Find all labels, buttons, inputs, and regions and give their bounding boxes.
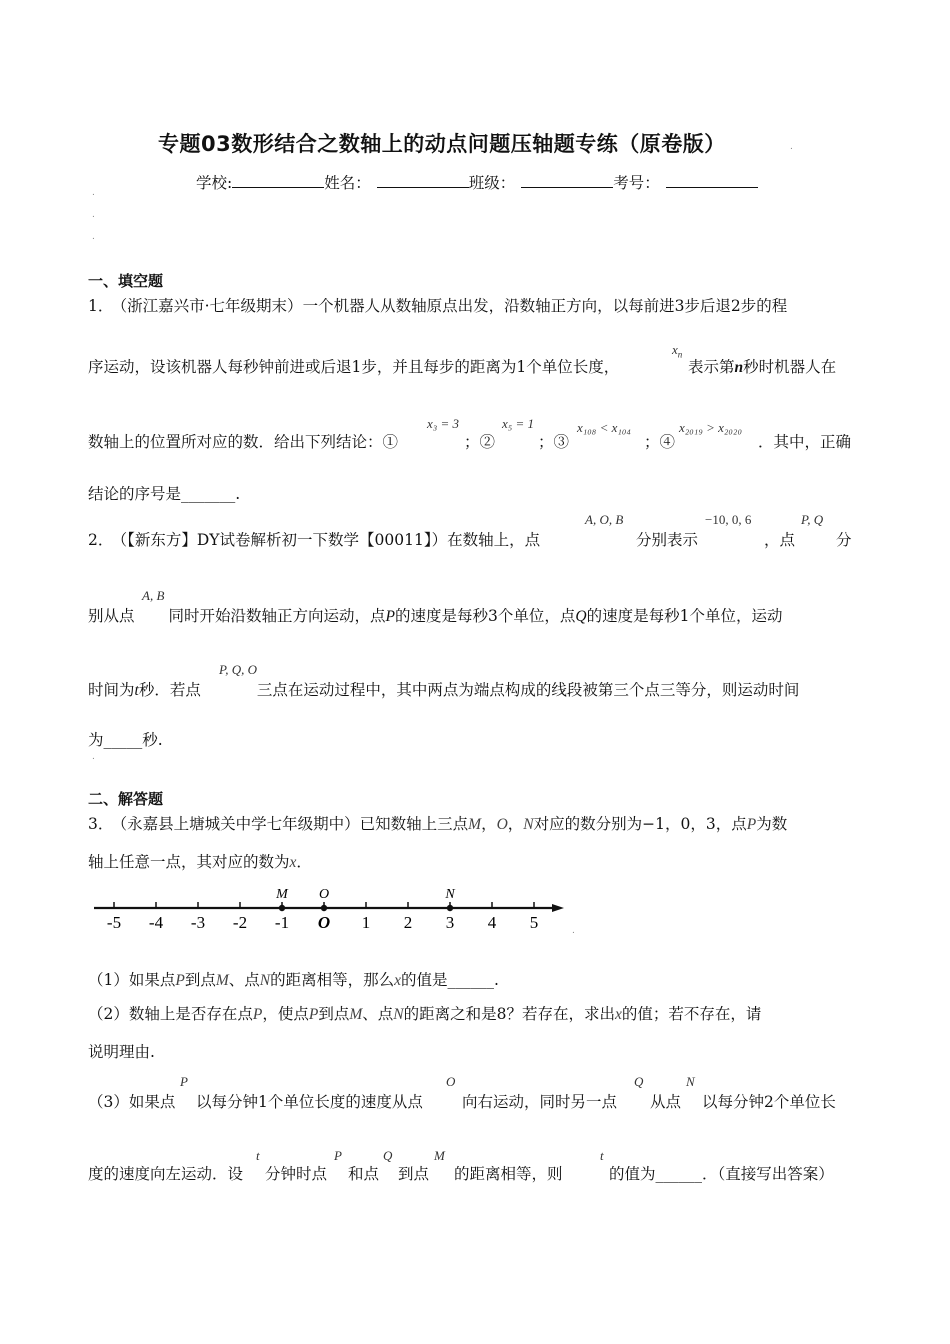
question-1-line-2b: 表示第n秒时机器人在 [688,358,837,376]
point-n [447,905,453,911]
math-values: −10, 0, 6 [705,512,752,527]
point-m [279,905,285,911]
question-2-line-1: 2． （【新东方】DY试卷解析初一下数学【00011】）在数轴上，点 [88,531,541,549]
class-field[interactable] [521,173,613,188]
math-AOB: A, O, B [585,512,624,527]
paragraph-mark: . [92,210,95,220]
question-3-part-3-line-2e: 的距离相等，则 [454,1165,563,1183]
tick-label: 2 [403,913,413,932]
question-1-line-3a: 数轴上的位置所对应的数．给出下列结论：① [88,433,399,451]
question-3-line-2: 轴上任意一点，其对应的数为x． [88,853,312,871]
math-PQ: P, Q [801,512,824,527]
formula-2: x₅ = 1 [502,416,535,431]
question-1-line-1: 1． （浙江嘉兴市·七年级期末）一个机器人从数轴原点出发，沿数轴正方向，以每前进3步后退2步的程 [88,297,788,315]
question-1-line-4: 结论的序号是_______. [88,485,241,503]
math-O: O [446,1074,456,1089]
point-o [321,905,327,911]
number-line [90,880,580,938]
question-3-part-3-line-2d: 到点 [398,1165,430,1183]
math-t: t [600,1148,604,1163]
point-label: N [445,887,455,902]
question-3-part-1: （1）如果点P到点M、点N的距离相等，那么x的值是______. [88,971,499,989]
school-field[interactable] [232,173,324,188]
question-3-part-3-line-2: 度的速度向左运动．设 [88,1165,244,1183]
paragraph-mark: . [92,232,95,242]
name-label: 姓名： [324,174,371,192]
class-label: 班级： [468,174,516,192]
point-label: M [276,887,288,902]
question-1-line-2: 序运动，设该机器人每秒钟前进或后退1步，并且每步的距离为1个单位长度， [88,358,620,376]
paragraph-mark: . [572,926,575,936]
page-title: 专题03数形结合之数轴上的动点问题压轴题专练（原卷版） [158,132,726,156]
question-2-line-3: 时间为t秒．若点 三点在运动过程中，其中两点为端点构成的线段被第三个点三等分，则运动时间 [88,681,800,699]
name-field[interactable] [377,173,469,188]
question-3-part-2-line-2: 说明理由. [88,1043,155,1061]
question-3-part-3-line-1c: 向右运动，同时另一点 [462,1093,618,1111]
axis-arrow [552,904,564,912]
question-2-line-1b: 分别表示 [636,531,699,549]
separator: ；④ [644,433,676,451]
question-3-part-3-line-1: （3）如果点 [88,1093,176,1111]
tick-label: 1 [361,913,371,932]
question-1-line-3b: ．其中，正确 [758,433,852,451]
tick-label: -3 [190,913,206,932]
question-3-line-1: 3． （永嘉县上塘城关中学七年级期中）已知数轴上三点M，O，N对应的数分别为−1，0，3，点P为数 [88,815,788,833]
paragraph-mark: . [92,752,95,762]
tick-label: -4 [148,913,164,932]
math-Q: Q [383,1148,393,1163]
math-P: P [180,1074,188,1089]
question-2-line-1c: ，点 [764,531,796,549]
separator: ；② [464,433,496,451]
tick-label: -2 [232,913,248,932]
question-3-part-3-line-2c: 和点 [348,1165,380,1183]
separator: ；③ [538,433,570,451]
paragraph-mark: . [790,142,793,152]
school-label: 学校: [196,174,233,192]
paragraph-mark: . [92,188,95,198]
question-3-part-3-line-2f: 的值为______．（直接写出答案） [609,1165,834,1183]
math-t: t [256,1148,260,1163]
question-3-part-3-line-2b: 分钟时点 [265,1165,328,1183]
tick-label: 4 [487,913,497,932]
section-heading: 二、解答题 [88,790,164,808]
math-PQO: P, Q, O [219,662,258,677]
tick-label: 3 [445,913,455,932]
math-N: N [686,1074,695,1089]
exam-no-label: 考号： [613,174,660,192]
question-3-part-3-line-1e: 以每分钟2个单位长 [702,1093,836,1111]
math-xn: $x_n$ [672,342,683,360]
question-3-part-3-line-1d: 从点 [650,1093,682,1111]
question-3-part-2: （2）数轴上是否存在点P，使点P到点M、点N的距离之和是8？若存在，求出x的值；若不存在，请 [88,1005,762,1023]
question-2-line-2: 别从点 同时开始沿数轴正方向运动，点P的速度是每秒3个单位，点Q的速度是每秒1个单位，运动 [88,607,783,625]
tick-label: -5 [106,913,122,932]
exam-no-field[interactable] [666,173,758,188]
question-3-part-3-line-1b: 以每分钟1个单位长度的速度从点 [196,1093,423,1111]
math-Q: Q [634,1074,644,1089]
math-M: M [434,1148,445,1163]
tick-label: 5 [529,913,539,932]
point-label: O [318,887,330,902]
question-2-line-4: 为_____秒. [88,731,163,749]
question-2-line-1d: 分 [836,531,852,549]
math-AB: A, B [142,588,165,603]
formula-3: x₁₀₈ < x₁₀₄ [577,420,631,435]
formula-4: x₂₀₁₉ > x₂₀₂₀ [679,420,742,435]
tick-label: -1 [274,913,290,932]
formula-1: x₃ = 3 [427,416,460,431]
tick-label: O [317,913,331,932]
section-heading: 一、填空题 [88,272,164,290]
header-fields [196,171,758,193]
math-P: P [334,1148,342,1163]
